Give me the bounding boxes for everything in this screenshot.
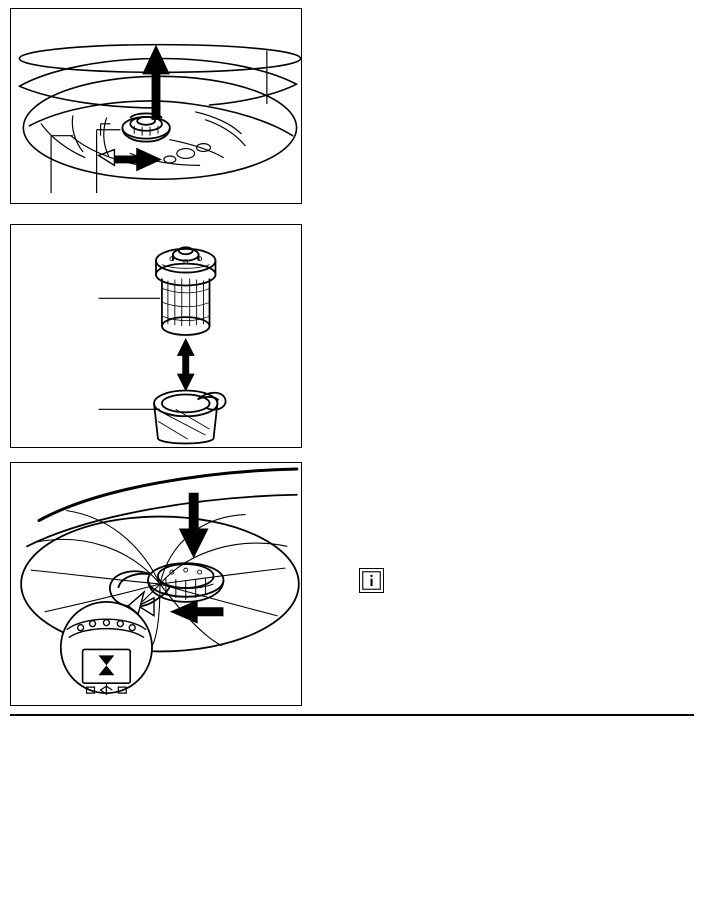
figure-filter-parts-separation <box>10 224 302 448</box>
bottom-divider <box>10 714 694 716</box>
callout-leaders <box>99 298 160 409</box>
figure-2-caption <box>11 447 12 448</box>
info-icon <box>359 568 384 593</box>
figure-refit-filter-assembly <box>10 462 302 706</box>
figure-3-caption <box>11 705 12 706</box>
figure-remove-filter-assembly <box>10 8 302 204</box>
figure-1-caption <box>11 203 12 204</box>
lock-indicator-detail <box>61 602 152 694</box>
rotate-arrow <box>99 148 162 172</box>
separate-arrow <box>177 338 195 392</box>
